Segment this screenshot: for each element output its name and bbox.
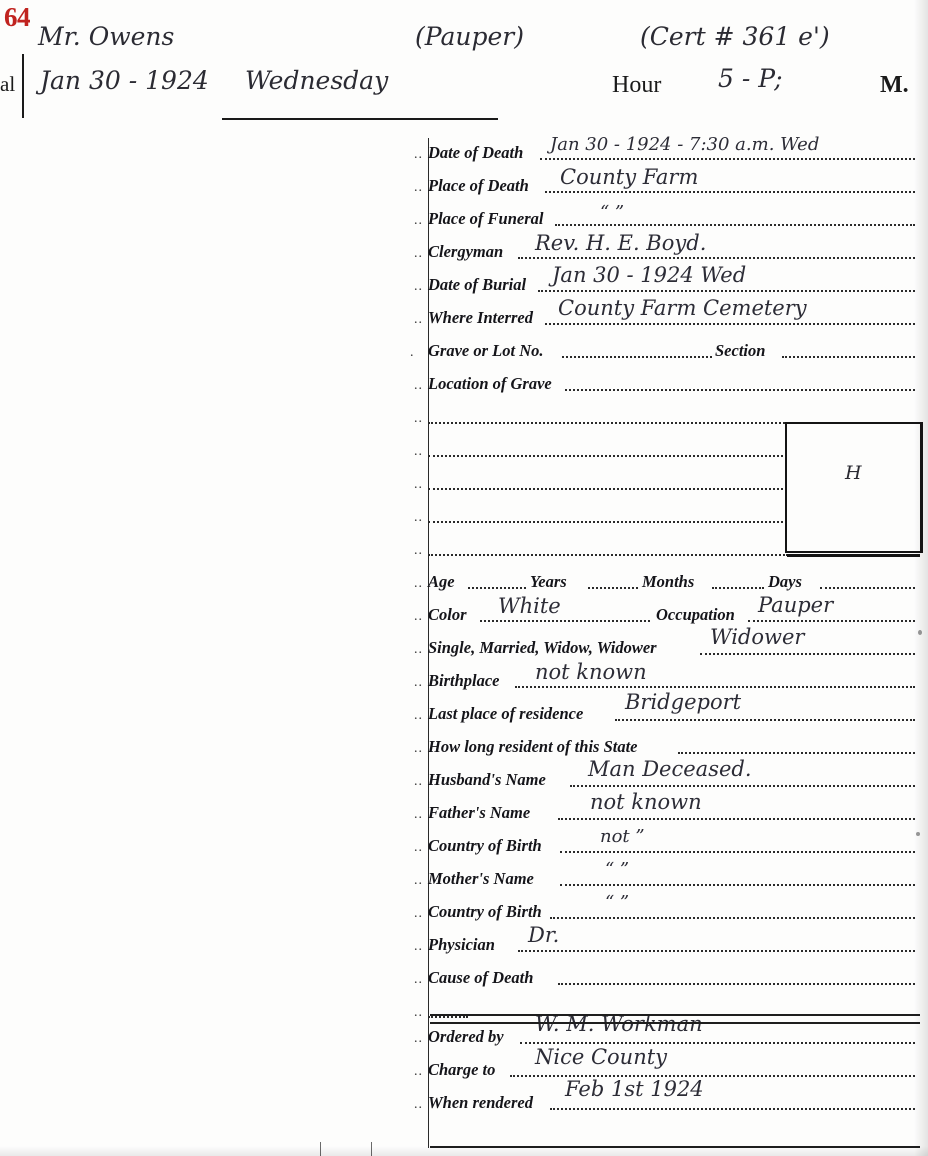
label-occupation: Occupation	[656, 605, 735, 624]
form-row	[410, 963, 920, 996]
label-charge-to: Charge to	[428, 1060, 496, 1079]
value-charge-to: Nice County	[535, 1045, 668, 1069]
row-leader: ..	[414, 708, 423, 723]
value-mother-name: “ ”	[605, 859, 630, 880]
value-ordered-by: W. M. Workman	[535, 1012, 703, 1036]
funeral-record-form	[410, 134, 920, 1121]
label-marital-status: Single, Married, Widow, Widower	[428, 638, 657, 657]
left-vertical-rule	[22, 54, 24, 118]
dotted-line	[560, 850, 915, 853]
dotted-line	[545, 322, 915, 325]
form-row	[410, 790, 920, 831]
label-color: Color	[428, 605, 467, 624]
row-leader: ..	[414, 873, 423, 888]
row-leader: ..	[414, 1064, 423, 1079]
value-date-of-burial: Jan 30 - 1924 Wed	[552, 263, 747, 287]
label-last-residence: Last place of residence	[428, 704, 584, 723]
label-ordered-by: Ordered by	[428, 1027, 504, 1046]
form-row	[410, 859, 920, 897]
label-location-of-grave: Location of Grave	[428, 374, 552, 393]
left-margin-text: al	[0, 72, 16, 96]
value-birthplace: not known	[535, 660, 647, 684]
label-when-rendered: When rendered	[428, 1093, 533, 1112]
row-leader: ..	[414, 675, 423, 690]
label-section: Section	[715, 341, 766, 360]
dotted-line	[550, 916, 915, 919]
value-physician: Dr.	[528, 923, 560, 947]
dotted-line	[540, 157, 915, 160]
row-leader: ..	[414, 411, 423, 426]
form-row	[410, 567, 920, 600]
row-leader: ..	[414, 279, 423, 294]
dotted-line	[518, 256, 915, 259]
page-bottom-rule	[430, 1146, 920, 1148]
label-place-of-funeral: Place of Funeral	[428, 209, 544, 228]
value-color: White	[498, 594, 561, 618]
label-country-of-birth-father: Country of Birth	[428, 836, 542, 855]
hour-value: 5 - P;	[718, 64, 783, 93]
row-leader: ..	[414, 180, 423, 195]
form-row	[410, 336, 920, 369]
row-leader: ..	[414, 741, 423, 756]
label-country-of-birth-mother: Country of Birth	[428, 902, 542, 921]
header-date: Jan 30 - 1924	[40, 66, 209, 95]
section-separator-top	[430, 1014, 920, 1016]
label-husband-name: Husband's Name	[428, 770, 546, 789]
form-row	[410, 369, 920, 402]
dotted-line	[468, 586, 526, 589]
value-place-of-death: County Farm	[560, 165, 699, 189]
value-where-interred: County Farm Cemetery	[558, 296, 807, 320]
dotted-line	[712, 586, 764, 589]
row-leader: ..	[414, 807, 423, 822]
value-date-of-death: Jan 30 - 1924 - 7:30 a.m. Wed	[550, 134, 820, 155]
row-leader: ..	[414, 444, 423, 459]
label-place-of-death: Place of Death	[428, 176, 529, 195]
row-leader: ..	[414, 1005, 423, 1020]
dotted-line	[538, 289, 915, 292]
scan-speck	[918, 630, 922, 635]
meridiem-label: M.	[880, 72, 909, 98]
dotted-line	[558, 817, 915, 820]
form-row	[410, 690, 920, 732]
form-row	[410, 593, 920, 633]
section-separator-bottom	[430, 1022, 920, 1024]
dotted-line	[518, 949, 915, 952]
value-husband-name: Man Deceased.	[588, 757, 752, 781]
dotted-line	[615, 718, 915, 721]
dotted-line	[428, 454, 783, 457]
value-father-name: not known	[590, 790, 702, 814]
dotted-line	[428, 421, 788, 424]
form-row	[410, 923, 920, 963]
label-date-of-burial: Date of Burial	[428, 275, 527, 294]
label-age: Age	[428, 572, 455, 591]
row-leader: ..	[414, 147, 423, 162]
dotted-line	[520, 1041, 915, 1044]
row-leader: ..	[414, 246, 423, 261]
value-clergyman: Rev. H. E. Boyd.	[535, 231, 707, 255]
dotted-line	[820, 586, 915, 589]
dotted-line	[428, 553, 788, 556]
row-leader: .	[410, 345, 415, 360]
value-country-of-birth-mother: “ ”	[605, 892, 630, 913]
row-leader: ..	[414, 939, 423, 954]
dotted-line	[678, 751, 915, 754]
label-months: Months	[642, 572, 695, 591]
label-where-interred: Where Interred	[428, 308, 533, 327]
form-row	[410, 1077, 920, 1121]
label-mother-name: Mother's Name	[428, 869, 534, 888]
row-leader: ..	[414, 378, 423, 393]
value-place-of-funeral: “ ”	[600, 202, 625, 223]
label-resident-duration: How long resident of this State	[428, 737, 638, 756]
deceased-name: Mr. Owens	[38, 22, 175, 51]
label-physician: Physician	[428, 935, 495, 954]
label-cause-of-death: Cause of Death	[428, 968, 534, 987]
dotted-line	[555, 223, 915, 226]
label-grave-or-lot-no: Grave or Lot No.	[428, 341, 544, 360]
form-row	[410, 625, 920, 666]
dotted-line	[570, 784, 915, 787]
row-leader: ..	[414, 543, 423, 558]
dotted-line	[588, 586, 638, 589]
row-leader: ..	[414, 774, 423, 789]
dotted-line	[480, 619, 650, 622]
certificate-number: (Cert # 361 e')	[640, 22, 830, 51]
dotted-line	[562, 355, 712, 358]
dotted-line	[560, 883, 915, 886]
label-days: Days	[768, 572, 802, 591]
label-years: Years	[530, 572, 567, 591]
form-row	[410, 826, 920, 864]
header-underline	[222, 118, 498, 120]
dotted-line	[550, 1107, 915, 1110]
row-leader: ..	[414, 312, 423, 327]
pauper-note: (Pauper)	[415, 22, 524, 51]
dotted-line	[428, 520, 783, 523]
dotted-line	[565, 388, 915, 391]
row-leader: ..	[414, 972, 423, 987]
grave-diagram-mark: H	[845, 462, 862, 484]
label-birthplace: Birthplace	[428, 671, 500, 690]
row-leader: ..	[414, 840, 423, 855]
label-date-of-death: Date of Death	[428, 143, 524, 162]
row-leader: ..	[414, 510, 423, 525]
row-leader: ..	[414, 1097, 423, 1112]
dotted-line	[782, 355, 915, 358]
row-leader: ..	[414, 213, 423, 228]
dotted-line	[748, 619, 915, 622]
value-occupation: Pauper	[758, 593, 834, 617]
dotted-line	[700, 652, 915, 655]
bottom-tick	[320, 1142, 321, 1156]
row-leader: ..	[414, 576, 423, 591]
grave-diagram-box	[785, 422, 923, 553]
row-leader: ..	[414, 642, 423, 657]
row-leader: ..	[414, 609, 423, 624]
value-when-rendered: Feb 1st 1924	[565, 1077, 704, 1101]
value-last-residence: Bridgeport	[625, 690, 742, 714]
dotted-line	[558, 982, 915, 985]
dotted-line	[428, 487, 783, 490]
row-leader: ..	[414, 477, 423, 492]
value-marital-status: Widower	[710, 625, 805, 649]
row-leader: ..	[414, 1031, 423, 1046]
header-weekday: Wednesday	[245, 66, 389, 95]
form-row	[410, 892, 920, 930]
page-number: 64	[4, 2, 30, 32]
label-clergyman: Clergyman	[428, 242, 504, 261]
bottom-tick	[371, 1142, 372, 1156]
form-row	[410, 165, 920, 204]
form-row	[410, 296, 920, 336]
hour-label: Hour	[612, 72, 662, 98]
dotted-line	[545, 190, 915, 193]
row-leader: ..	[414, 906, 423, 921]
value-country-of-birth-father: not ”	[600, 826, 645, 847]
scan-speck	[916, 832, 920, 836]
dotted-line	[515, 685, 915, 688]
label-father-name: Father's Name	[428, 803, 531, 822]
